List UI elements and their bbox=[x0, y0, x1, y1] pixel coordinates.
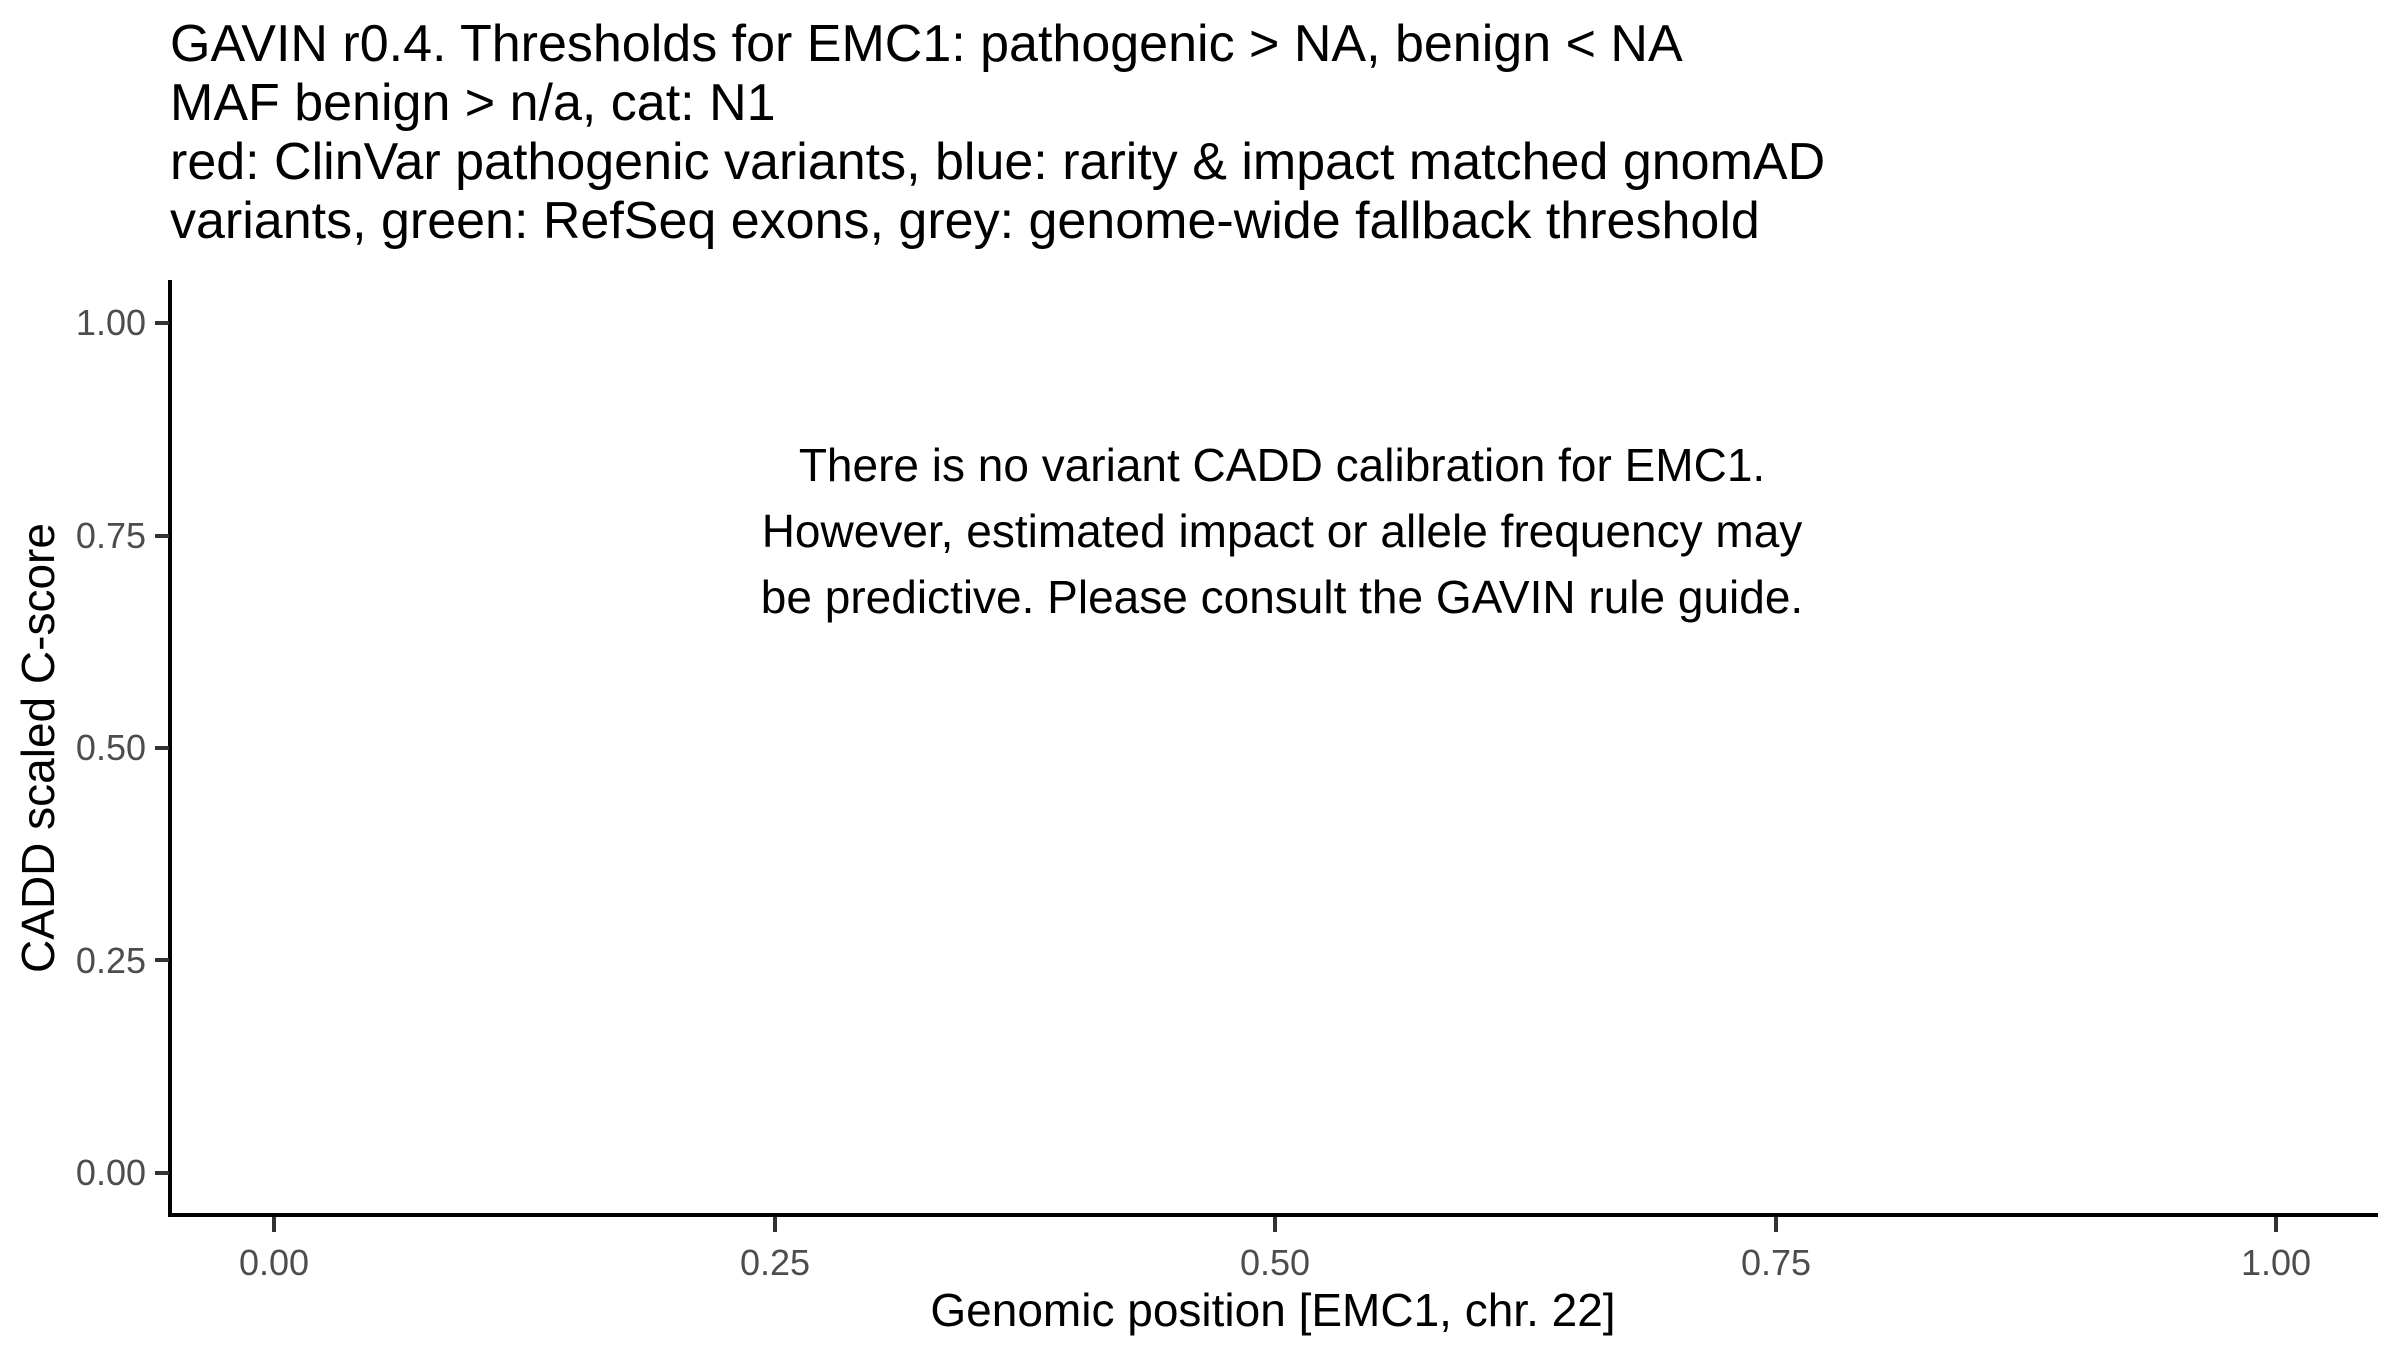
plot-panel bbox=[172, 280, 2378, 1214]
plot-title bbox=[170, 15, 1825, 251]
plot-title-line-2: MAF benign > n/a, cat: N1 bbox=[170, 74, 776, 132]
y-tick-label-0.50: 0.50 bbox=[75, 727, 146, 768]
x-tick-label-0.00: 0.00 bbox=[238, 1242, 310, 1283]
x-tick-label-0.25: 0.25 bbox=[739, 1242, 811, 1283]
y-tick-mark-1.00 bbox=[155, 321, 169, 325]
y-tick-label-0.75: 0.75 bbox=[75, 515, 146, 556]
x-tick-label-1.00: 1.00 bbox=[2240, 1242, 2312, 1283]
plot-title-line-4: variants, green: RefSeq exons, grey: genome-wide fallback threshold bbox=[170, 192, 1760, 250]
plot-title-line-1: GAVIN r0.4. Thresholds for EMC1: pathogenic > NA, benign < NA bbox=[170, 15, 1683, 73]
x-tick-mark-0.00 bbox=[272, 1217, 276, 1232]
x-axis-title: Genomic position [EMC1, chr. 22] bbox=[930, 1284, 1616, 1336]
x-tick-label-0.50: 0.50 bbox=[1239, 1242, 1311, 1283]
annotation-line-3: be predictive. Please consult the GAVIN rule guide. bbox=[760, 571, 1804, 623]
no-calibration-annotation bbox=[761, 432, 1803, 630]
y-tick-label-0.25: 0.25 bbox=[75, 940, 146, 981]
y-tick-mark-0.75 bbox=[155, 534, 169, 538]
y-tick-mark-0.50 bbox=[155, 746, 169, 750]
plot-title-line-3: red: ClinVar pathogenic variants, blue: rarity & impact matched gnomAD bbox=[170, 133, 1826, 191]
y-axis-title: CADD scaled C-score bbox=[12, 523, 64, 973]
x-tick-mark-0.25 bbox=[773, 1217, 777, 1232]
y-tick-mark-0.25 bbox=[155, 958, 169, 962]
x-tick-mark-1.00 bbox=[2274, 1217, 2278, 1232]
x-tick-mark-0.50 bbox=[1273, 1217, 1277, 1232]
y-tick-label-1.00: 1.00 bbox=[75, 302, 146, 343]
y-tick-label-0.00: 0.00 bbox=[75, 1152, 146, 1193]
x-tick-label-0.75: 0.75 bbox=[1740, 1242, 1812, 1283]
annotation-line-1: There is no variant CADD calibration for EMC1. bbox=[798, 439, 1766, 491]
x-tick-mark-0.75 bbox=[1774, 1217, 1778, 1232]
annotation-line-2: However, estimated impact or allele frequency may bbox=[761, 505, 1803, 557]
y-tick-mark-0.00 bbox=[155, 1171, 169, 1175]
